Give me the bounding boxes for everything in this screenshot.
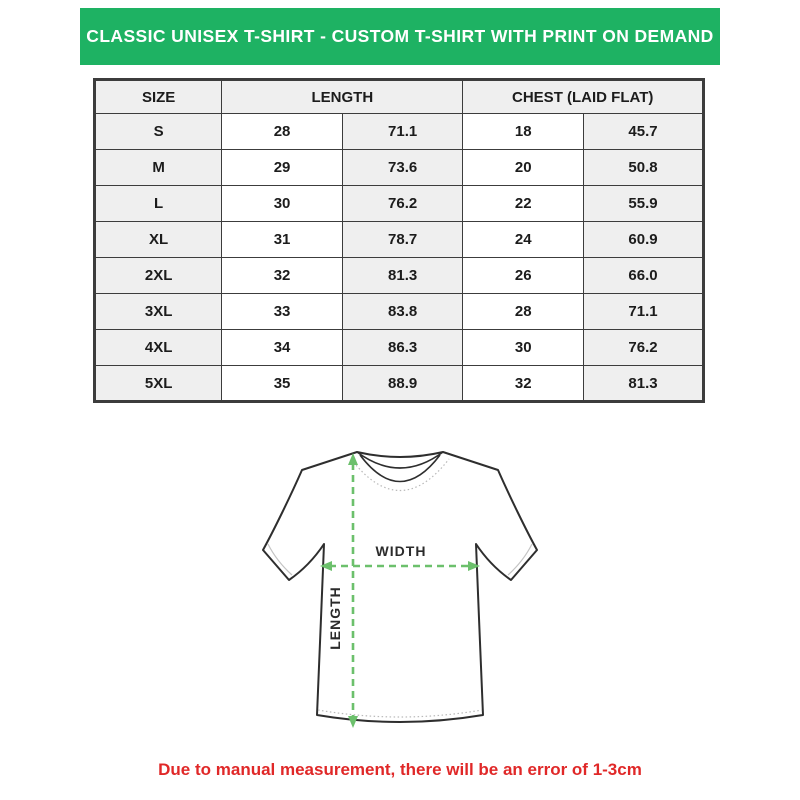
- size-cell: M: [95, 150, 222, 186]
- length-cm-cell: 78.7: [342, 222, 463, 258]
- chest-cm-cell: 81.3: [584, 366, 704, 402]
- header-length: LENGTH: [222, 80, 463, 114]
- chest-cm-cell: 76.2: [584, 330, 704, 366]
- length-cm-cell: 86.3: [342, 330, 463, 366]
- size-cell: S: [95, 114, 222, 150]
- table-row: [95, 222, 704, 258]
- header-row: [95, 80, 704, 114]
- chest-in-cell: 32: [463, 366, 584, 402]
- table-row: [95, 294, 704, 330]
- length-cm-cell: 73.6: [342, 150, 463, 186]
- chest-cm-cell: 50.8: [584, 150, 704, 186]
- length-in-cell: 33: [222, 294, 343, 330]
- length-cm-cell: 83.8: [342, 294, 463, 330]
- length-in-cell: 32: [222, 258, 343, 294]
- table-header: [95, 80, 704, 114]
- size-cell: 4XL: [95, 330, 222, 366]
- size-cell: 2XL: [95, 258, 222, 294]
- size-cell: 3XL: [95, 294, 222, 330]
- table-row: [95, 258, 704, 294]
- table-row: [95, 366, 704, 402]
- chest-in-cell: 20: [463, 150, 584, 186]
- length-arrow-bottom-head: [348, 716, 358, 728]
- length-in-cell: 31: [222, 222, 343, 258]
- chest-cm-cell: 60.9: [584, 222, 704, 258]
- chest-cm-cell: 55.9: [584, 186, 704, 222]
- length-in-cell: 28: [222, 114, 343, 150]
- table-row: [95, 330, 704, 366]
- size-cell: L: [95, 186, 222, 222]
- table-row: [95, 186, 704, 222]
- length-in-cell: 29: [222, 150, 343, 186]
- chest-cm-cell: 71.1: [584, 294, 704, 330]
- tshirt-diagram-svg: [250, 438, 550, 738]
- chest-in-cell: 28: [463, 294, 584, 330]
- length-cm-cell: 76.2: [342, 186, 463, 222]
- size-cell: 5XL: [95, 366, 222, 402]
- page-title: CLASSIC UNISEX T-SHIRT - CUSTOM T-SHIRT WITH PRINT ON DEMAND: [86, 26, 714, 46]
- chest-in-cell: 24: [463, 222, 584, 258]
- length-cm-cell: 81.3: [342, 258, 463, 294]
- header-chest: CHEST (LAID FLAT): [463, 80, 704, 114]
- length-in-cell: 35: [222, 366, 343, 402]
- chest-in-cell: 18: [463, 114, 584, 150]
- chest-cm-cell: 45.7: [584, 114, 704, 150]
- size-cell: XL: [95, 222, 222, 258]
- length-in-cell: 34: [222, 330, 343, 366]
- chest-in-cell: 22: [463, 186, 584, 222]
- size-chart-table: [93, 78, 705, 403]
- measurement-disclaimer: [0, 760, 800, 780]
- table-row: [95, 114, 704, 150]
- table-row: [95, 150, 704, 186]
- length-in-cell: 30: [222, 186, 343, 222]
- length-label: LENGTH: [327, 586, 343, 650]
- disclaimer-text: Due to manual measurement, there will be an error of 1-3cm: [158, 760, 642, 779]
- width-label: WIDTH: [375, 543, 427, 559]
- header-size: SIZE: [95, 80, 222, 114]
- length-cm-cell: 88.9: [342, 366, 463, 402]
- length-cm-cell: 71.1: [342, 114, 463, 150]
- chest-cm-cell: 66.0: [584, 258, 704, 294]
- tshirt-measurement-diagram: [250, 438, 550, 738]
- tshirt-outline: [263, 452, 537, 722]
- chest-in-cell: 26: [463, 258, 584, 294]
- chest-in-cell: 30: [463, 330, 584, 366]
- title-banner: [80, 8, 720, 65]
